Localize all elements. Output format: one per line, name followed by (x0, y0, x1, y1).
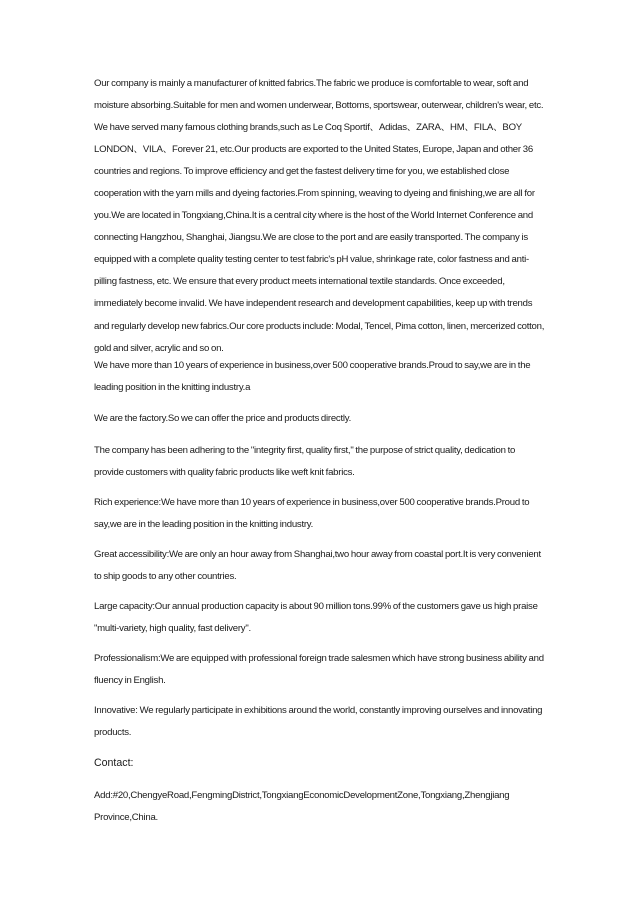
company-intro-paragraph: Our company is mainly a manufacturer of knitted fabrics.The fabric we produce is comfortable to wear, soft and moisture absorbing.Suitable for men and women underwear, Bottoms, sportswear, outerwear, children's wear, etc. We have served many famous clothing brands,such as Le Coq Sportif、Adidas、ZARA、HM、FILA、BOY LONDON、VILA、Forever 21, etc.Our products are exported to the United States, Europe, Japan and other 36 countries and regions. To improve efficiency and get the fastest delivery time for you, we established close cooperation with the yarn mills and dyeing factories.From spinning, weaving to dyeing and finishing,we are all for you.We are located in Tongxiang,China.It is a central city where is the host of the World Internet Conference and connecting Hangzhou, Shanghai, Jiangsu.We are close to the port and are easily transported. The company is equipped with a complete quality testing center to test fabric's pH value, shrinkage rate, color fastness and anti-pilling fastness, etc. We ensure that every product meets international textile standards. Once exceeded, immediately become invalid. We have independent research and development capabilities, keep up with trends and regularly develop new fabrics.Our core products include: Modal, Tencel, Pima cotton, linen, mercerized cotton, gold and silver, acrylic and so on. (94, 78, 545, 354)
experience-paragraph: We have more than 10 years of experience in business,over 500 cooperative brands.Proud to say,we are in the leading position in the knitting industry.a (94, 360, 531, 394)
factory-paragraph: We are the factory.So we can offer the price and products directly. (94, 413, 351, 424)
innovative-paragraph: Innovative: We regularly participate in exhibitions around the world, constantly improving ourselves and innovating products. (94, 705, 543, 739)
capacity-paragraph: Large capacity:Our annual production capacity is about 90 million tons.99% of the customers gave us high praise "multi-variety, high quality, fast delivery". (94, 601, 538, 635)
contact-heading: Contact: (94, 757, 134, 769)
integrity-paragraph: The company has been adhering to the "integrity first, quality first," the purpose of strict quality, dedication to provide customers with quality fabric products like weft knit fabrics. (94, 445, 516, 479)
professionalism-paragraph: Professionalism:We are equipped with professional foreign trade salesmen which have strong business ability and fluency in English. (94, 653, 544, 687)
rich-experience-paragraph: Rich experience:We have more than 10 years of experience in business,over 500 cooperative brands.Proud to say,we are in the leading position in the knitting industry. (94, 497, 530, 531)
address-paragraph: Add:#20,ChengyeRoad,FengmingDistrict,TongxiangEconomicDevelopmentZone,Tongxiang,Zhengjiang Province,China. (94, 790, 510, 824)
accessibility-paragraph: Great accessibility:We are only an hour away from Shanghai,two hour away from coastal port.It is very convenient to ship goods to any other countries. (94, 549, 541, 583)
